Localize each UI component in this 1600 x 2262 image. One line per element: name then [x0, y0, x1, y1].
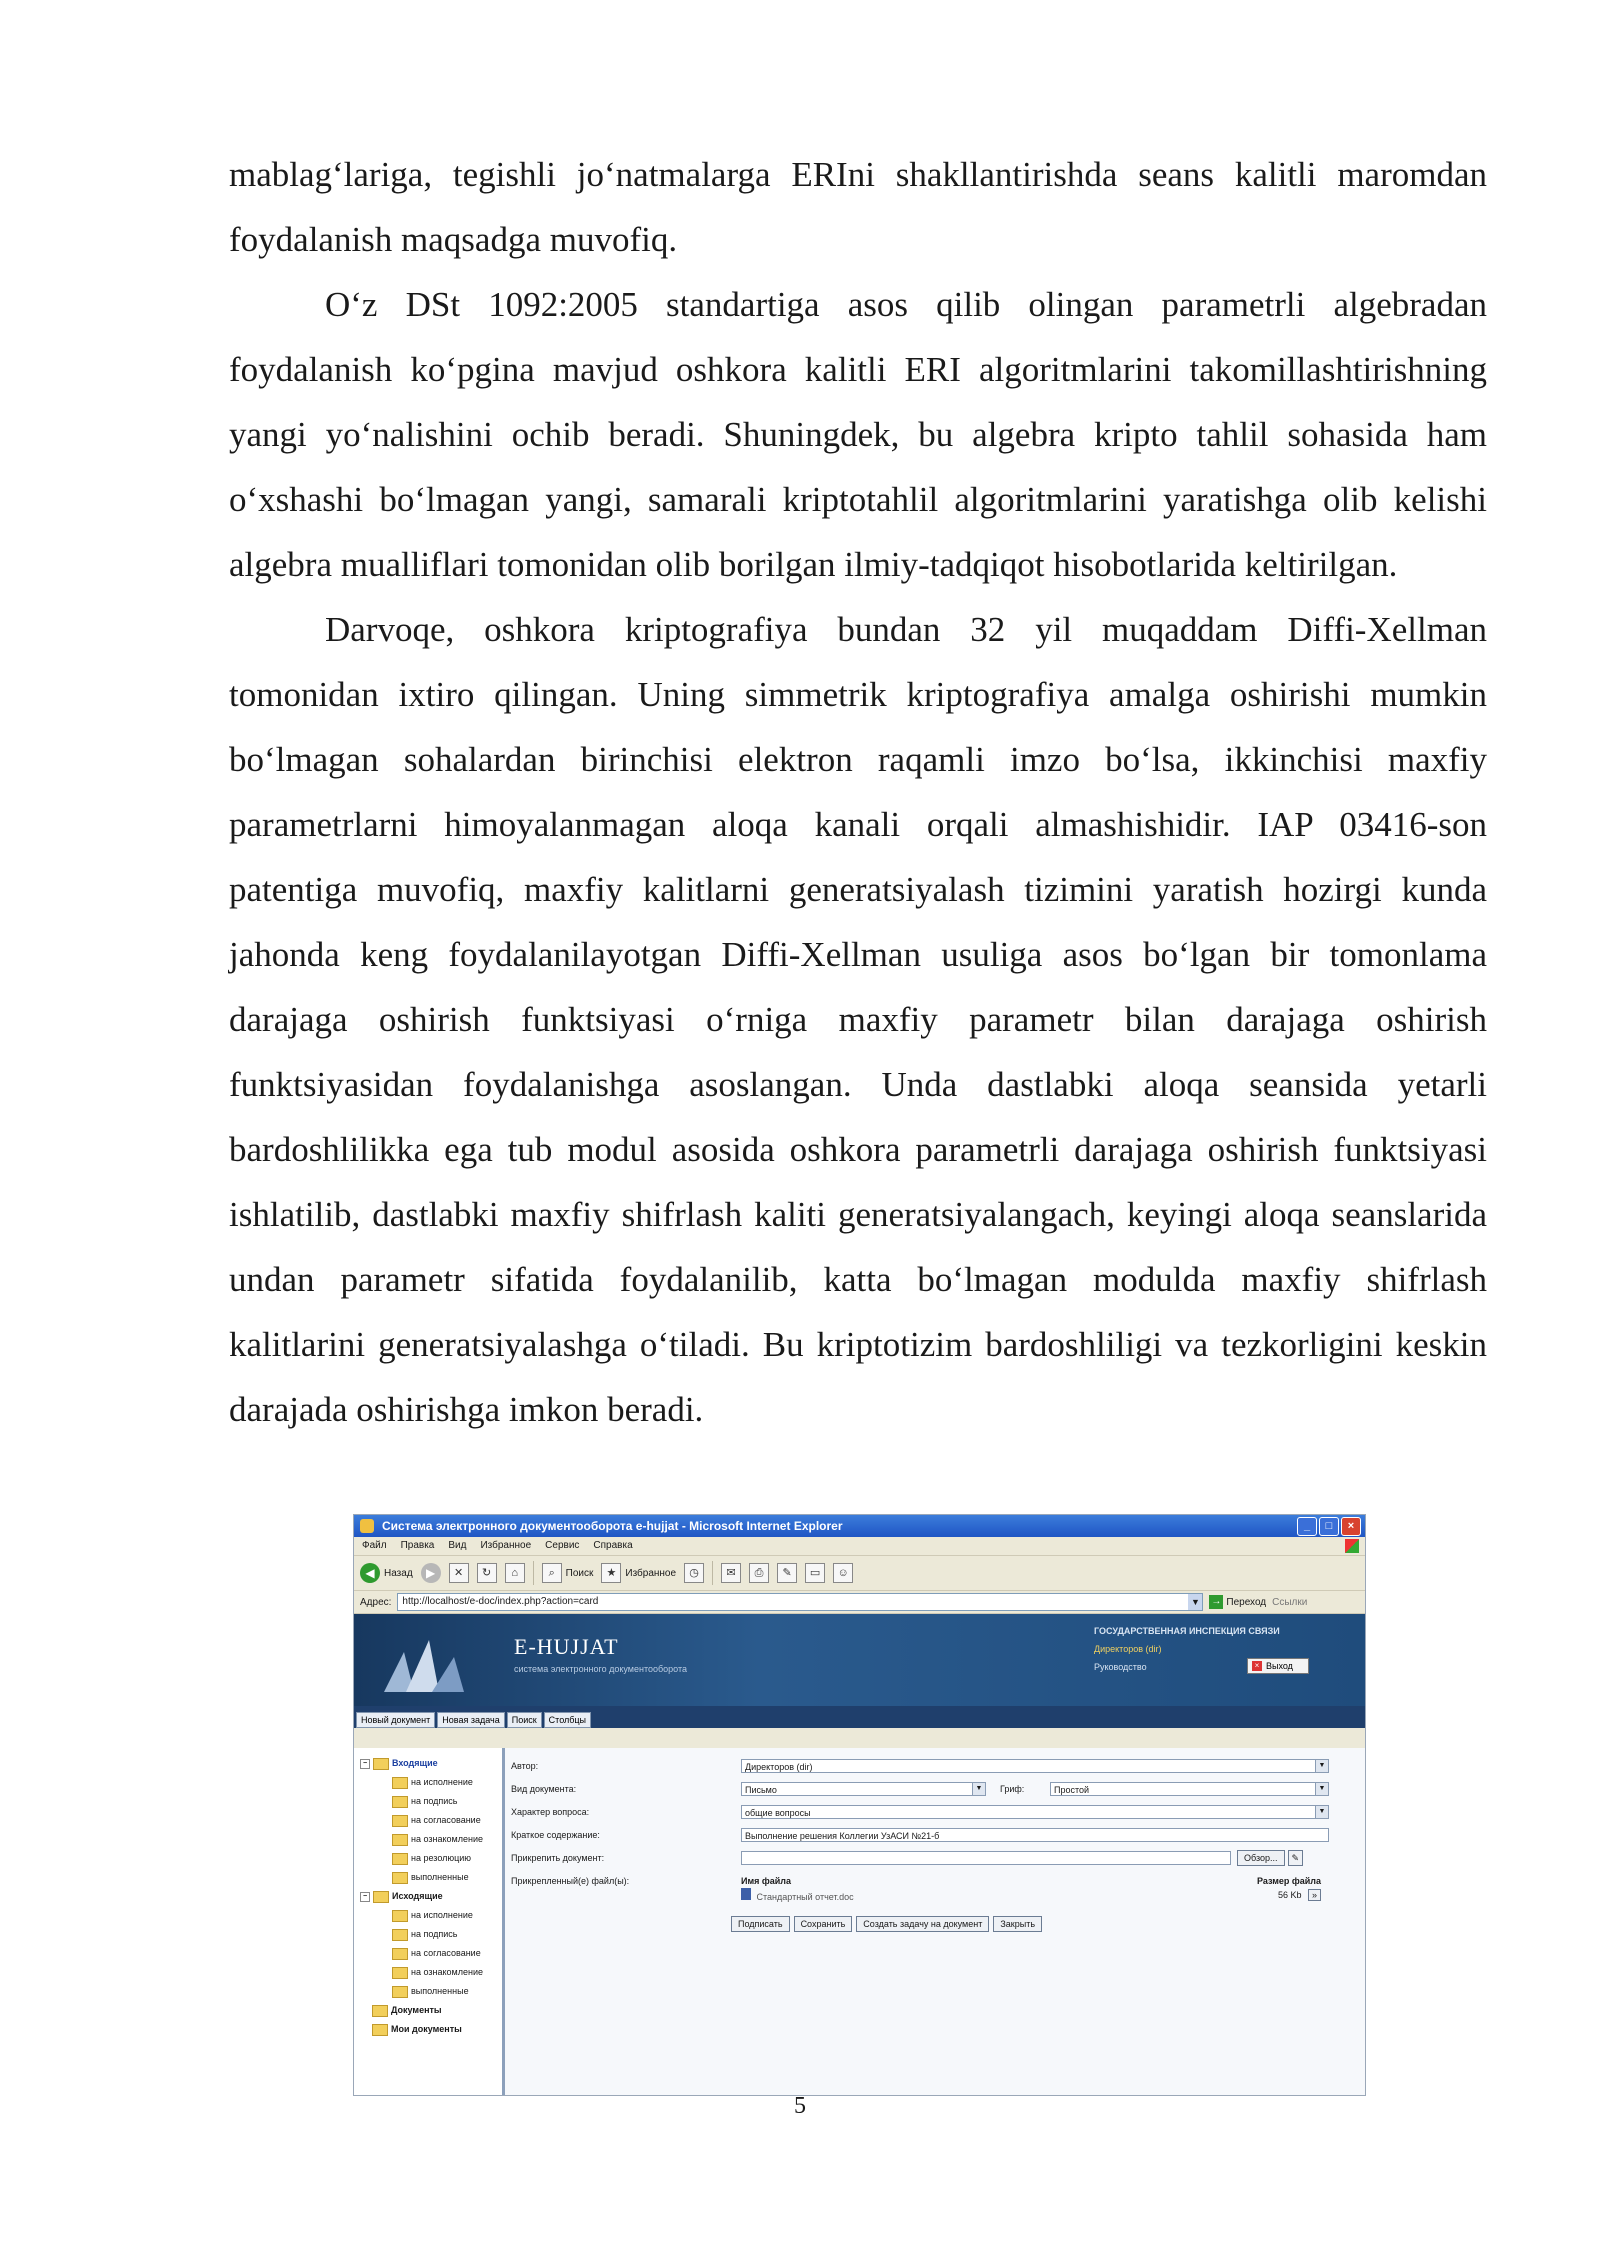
- go-button[interactable]: → Переход: [1211, 1596, 1267, 1608]
- browser-toolbar: [354, 1556, 1365, 1591]
- guide-link[interactable]: Руководство: [1094, 1662, 1147, 1672]
- links-label[interactable]: Ссылки: [1272, 1596, 1308, 1608]
- author-row: Автор: Директоров (dir) ▼: [511, 1756, 1359, 1775]
- paragraph-1: mablag‘lariga, tegishli jo‘natmalarga ERIni shakllantirishda seans kalitli maromdan foydalanish maqsadga muvofiq.: [229, 155, 1487, 259]
- exit-icon: ×: [1252, 1661, 1262, 1671]
- tree-item[interactable]: на резолюцию: [354, 1849, 502, 1868]
- app-banner: [354, 1614, 1365, 1706]
- delete-file-icon[interactable]: »: [1308, 1889, 1321, 1901]
- windows-logo-icon: [1345, 1539, 1359, 1553]
- collapse-icon[interactable]: −: [360, 1759, 370, 1769]
- files-header: Имя файла Размер файла: [741, 1876, 1321, 1886]
- tree-documents[interactable]: Документы: [354, 2001, 502, 2020]
- folder-icon: [392, 1796, 408, 1808]
- summary-row: Краткое содержание: Выполнение решения Коллегии УзАСИ №21-б: [511, 1825, 1359, 1844]
- menu-favorites[interactable]: Избранное: [480, 1540, 532, 1551]
- document-form: [505, 1748, 1365, 2095]
- tree-item[interactable]: на подпись: [354, 1792, 502, 1811]
- folder-icon: [392, 1929, 408, 1941]
- stamp-label: Гриф:: [1000, 1783, 1025, 1794]
- collapse-icon[interactable]: −: [360, 1892, 370, 1902]
- app-content: [354, 1748, 1365, 2095]
- save-button[interactable]: Сохранить: [794, 1916, 853, 1932]
- window-title: Система электронного документооборота e-hujjat - Microsoft Internet Explorer: [382, 1519, 843, 1533]
- search-button[interactable]: ⌕ Поиск: [542, 1563, 594, 1583]
- menu-help[interactable]: Справка: [593, 1540, 633, 1551]
- tree-item[interactable]: на подпись: [354, 1925, 502, 1944]
- folder-icon: [392, 1872, 408, 1884]
- folder-icon: [373, 1758, 389, 1770]
- folder-icon: [392, 1986, 408, 1998]
- address-label: Адрес:: [360, 1596, 392, 1608]
- home-icon[interactable]: ⌂: [505, 1563, 525, 1583]
- forward-arrow-icon[interactable]: ▶: [421, 1563, 441, 1583]
- tree-item[interactable]: на исполнение: [354, 1773, 502, 1792]
- file-link[interactable]: Стандартный отчет.doc: [741, 1888, 854, 1902]
- menu-view[interactable]: Вид: [448, 1540, 467, 1551]
- tree-incoming[interactable]: − Входящие: [354, 1754, 502, 1773]
- create-task-button[interactable]: Создать задачу на документ: [856, 1916, 989, 1932]
- folder-icon: [392, 1910, 408, 1922]
- doc-type-select[interactable]: Письмо ▼: [741, 1782, 986, 1796]
- menu-tools[interactable]: Сервис: [545, 1540, 580, 1551]
- messenger-icon[interactable]: ☺: [833, 1563, 853, 1583]
- tab-search[interactable]: Поиск: [507, 1712, 542, 1728]
- chevron-down-icon: ▼: [1315, 1760, 1328, 1772]
- file-row: [741, 1886, 1321, 1904]
- exit-button[interactable]: × Выход: [1247, 1658, 1309, 1674]
- attached-row: Прикрепленный(е) файл(ы):: [511, 1875, 630, 1886]
- question-row: Характер вопроса: общие вопросы ▼: [511, 1802, 1359, 1821]
- organization-name: ГОСУДАРСТВЕННАЯ ИНСПЕКЦИЯ СВЯЗИ: [1094, 1626, 1280, 1636]
- attach-row: Прикрепить документ: Обзор... ✎: [511, 1848, 1359, 1867]
- summary-input[interactable]: Выполнение решения Коллегии УзАСИ №21-б: [741, 1828, 1329, 1842]
- tree-item[interactable]: на исполнение: [354, 1906, 502, 1925]
- address-bar: [354, 1591, 1365, 1614]
- ie-icon: [360, 1519, 374, 1533]
- print-icon[interactable]: ⎙: [749, 1563, 769, 1583]
- folder-icon: [392, 1967, 408, 1979]
- favorites-button[interactable]: ★ Избранное: [601, 1563, 676, 1583]
- tree-my-documents[interactable]: Мои документы: [354, 2020, 502, 2039]
- tab-columns[interactable]: Столбцы: [544, 1712, 591, 1728]
- menu-edit[interactable]: Правка: [400, 1540, 435, 1551]
- tab-new-task[interactable]: Новая задача: [437, 1712, 504, 1728]
- doc-file-icon: [741, 1888, 751, 1900]
- author-select[interactable]: Директоров (dir) ▼: [741, 1759, 1329, 1773]
- maximize-icon[interactable]: □: [1319, 1517, 1339, 1536]
- address-input[interactable]: http://localhost/e-doc/index.php?action=card ▼: [397, 1593, 1203, 1611]
- app-tabs: [354, 1706, 1365, 1728]
- embedded-screenshot: [353, 1514, 1366, 2096]
- tab-new-document[interactable]: Новый документ: [356, 1712, 435, 1728]
- window-titlebar: [354, 1515, 1365, 1537]
- attach-input[interactable]: [741, 1851, 1231, 1865]
- question-select[interactable]: общие вопросы ▼: [741, 1805, 1329, 1819]
- folder-tree: [354, 1748, 505, 2095]
- app-subtitle: система электронного документооборота: [514, 1664, 687, 1674]
- chevron-down-icon: ▼: [1315, 1806, 1328, 1818]
- chevron-down-icon: ▼: [972, 1783, 985, 1795]
- tree-item[interactable]: на ознакомление: [354, 1963, 502, 1982]
- tree-item[interactable]: на ознакомление: [354, 1830, 502, 1849]
- sign-button[interactable]: Подписать: [731, 1916, 790, 1932]
- attach-clip-icon[interactable]: ✎: [1288, 1850, 1304, 1866]
- folder-icon: [392, 1777, 408, 1789]
- folder-icon: [373, 1891, 389, 1903]
- close-button[interactable]: Закрыть: [993, 1916, 1042, 1932]
- folder-icon: [392, 1834, 408, 1846]
- form-actions: [731, 1916, 1359, 1932]
- menu-file[interactable]: Файл: [362, 1540, 387, 1551]
- tree-outgoing[interactable]: − Исходящие: [354, 1887, 502, 1906]
- logo-icon: [384, 1632, 474, 1692]
- paragraph-3: Darvoqe, oshkora kriptografiya bundan 32 yil muqaddam Diffi-Xellman tomonidan ixtiro qilingan. Uning simmetrik kriptografiya amalga oshirishi mumkin bo‘lmagan sohalardan birinchisi elektron raqamli imzo bo‘lsa, ikkinchisi maxfiy parametrlarni himoyalanmagan aloqa kanali orqali almashishidir. IAP 03416-son patentiga muvofiq, maxfiy kalitlarni generatsiyalash tizimini yaratish hozirgi kunda jahonda keng foydalanilayotgan Diffi-Xellman usuliga asos bo‘lgan bir tomonlama darajaga oshirish funktsiyasi o‘rniga maxfiy parametr bilan darajaga oshirish funktsiyasidan foydalanishga asoslangan. Unda dastlabki aloqa seansida yetarli bardoshlilikka ega tub modul asosida oshkora parametrli darajaga oshirish funktsiyasi ishlatilib, dastlabki maxfiy shifrlash kaliti generatsiyalangach, keyingi aloqa seanslarida undan parametr sifatida foydalanilib, katta bo‘lmagan modulda maxfiy shifrlash kalitlarini generatsiyalashga o‘tiladi. Bu kriptotizim bardoshliligi va tezkorligini keskin darajada oshirishga imkon beradi.: [229, 610, 1487, 1429]
- tree-item[interactable]: выполненные: [354, 1982, 502, 2001]
- document-body: [229, 142, 1487, 1442]
- folder-icon: [372, 2024, 388, 2036]
- mail-icon[interactable]: ✉: [721, 1563, 741, 1583]
- file-size-cell: 56 Kb »: [1278, 1888, 1321, 1902]
- edit-icon[interactable]: ✎: [777, 1563, 797, 1583]
- tree-item[interactable]: на согласование: [354, 1944, 502, 1963]
- folder-icon[interactable]: ▭: [805, 1563, 825, 1583]
- app-title: E-HUJJAT: [514, 1634, 619, 1659]
- menu-bar: [354, 1537, 1365, 1556]
- minimize-icon[interactable]: _: [1297, 1517, 1317, 1536]
- current-user: Директоров (dir): [1094, 1644, 1162, 1654]
- paragraph-2: O‘z DSt 1092:2005 standartiga asos qilib olingan parametrli algebradan foydalanish ko‘pgina mavjud oshkora kalitli ERI algoritmlarini takomillashtirishning yangi yo‘nalishini ochib beradi. Shuningdek, bu algebra kripto tahlil sohasida ham o‘xshashi bo‘lmagan yangi, samarali kriptotahlil algoritmlarini yaratishga olib kelishi algebra mualliflari tomonidan olib borilgan ilmiy-tadqiqot hisobotlarida keltirilgan.: [229, 285, 1487, 584]
- search-icon: ⌕: [542, 1563, 562, 1583]
- folder-icon: [392, 1815, 408, 1827]
- folder-icon: [372, 2005, 388, 2017]
- go-arrow-icon: →: [1211, 1596, 1222, 1607]
- tree-item[interactable]: выполненные: [354, 1868, 502, 1887]
- back-arrow-icon: ◀: [360, 1563, 380, 1583]
- folder-icon: [392, 1853, 408, 1865]
- folder-icon: [392, 1948, 408, 1960]
- star-icon: ★: [601, 1563, 621, 1583]
- doc-type-row: Вид документа: Письмо ▼ Гриф: Простой ▼: [511, 1779, 1359, 1798]
- refresh-icon[interactable]: ↻: [477, 1563, 497, 1583]
- tree-item[interactable]: на согласование: [354, 1811, 502, 1830]
- stop-icon[interactable]: ✕: [449, 1563, 469, 1583]
- close-icon[interactable]: ×: [1341, 1517, 1361, 1536]
- stamp-select[interactable]: Простой ▼: [1050, 1782, 1329, 1796]
- page-number: 5: [794, 2093, 806, 2119]
- history-icon[interactable]: ◷: [684, 1563, 704, 1583]
- browse-button[interactable]: Обзор...: [1237, 1850, 1285, 1866]
- back-button[interactable]: ◀ Назад: [360, 1563, 413, 1583]
- chevron-down-icon: ▼: [1315, 1783, 1328, 1795]
- chevron-down-icon[interactable]: ▼: [1188, 1594, 1202, 1610]
